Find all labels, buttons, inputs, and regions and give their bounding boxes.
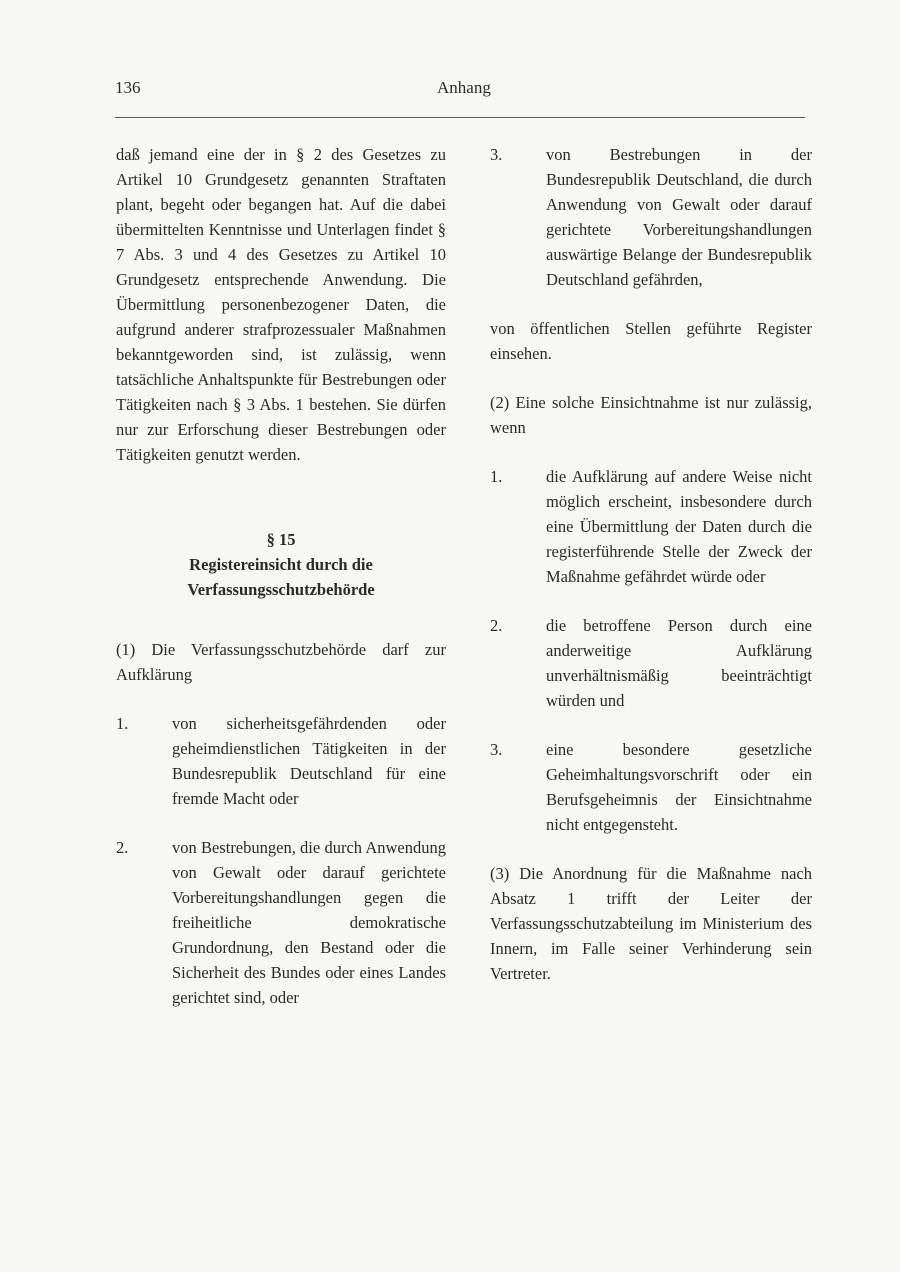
- page-header: [115, 78, 805, 104]
- list-item-number: 3.: [490, 740, 503, 759]
- section-title-line: Registereinsicht durch die: [189, 555, 373, 574]
- list-item-text: von sicherheitsgefährdenden oder geheimdienstlichen Tätigkeiten in der Bundesrepublik Deutschland für eine fremde Macht oder: [172, 714, 446, 808]
- list-item-number: 1.: [116, 714, 129, 733]
- paragraph: (2) Eine solche Einsichtnahme ist nur zulässig, wenn: [490, 393, 812, 437]
- list-item-text: die betroffene Person durch eine anderweitige Aufklärung unverhältnismäßig beeinträchtigt würden und: [546, 616, 812, 710]
- paragraph: daß jemand eine der in § 2 des Gesetzes zu Artikel 10 Grundgesetz genannten Straftaten plant, begeht oder begangen hat. Auf die dabei übermittelten Kenntnisse und Unterlagen findet § 7 Abs. 3 und 4 des Gesetzes zu Artikel 10 Grundgesetz entsprechende Anwendung. Die Übermittlung personenbezogener Daten, die aufgrund anderer strafprozessualer Maßnahmen bekanntgeworden sind, ist zulässig, wenn tatsächliche Anhaltspunkte für Bestrebungen oder Tätigkeiten nach § 3 Abs. 1 bestehen. Sie dürfen nur zur Erforschung dieser Bestrebungen oder Tätigkeiten genutzt werden.: [116, 145, 446, 464]
- list-item-number: 1.: [490, 467, 503, 486]
- list-item-text: eine besondere gesetzliche Geheimhaltungsvorschrift oder ein Berufsgeheimnis der Einsichtnahme nicht entgegensteht.: [546, 740, 812, 834]
- list-item: [490, 142, 812, 292]
- section-number: § 15: [266, 530, 296, 549]
- list-item-text: von Bestrebungen in der Bundesrepublik Deutschland, die durch Anwendung von Gewalt oder darauf gerichtete Vorbereitungshandlungen auswärtige Belange der Bundesrepublik Deutschland gefährden,: [546, 145, 812, 289]
- list-item-number: 3.: [490, 145, 503, 164]
- page-number: 136: [115, 78, 141, 97]
- section-title-line: Verfassungsschutzbehörde: [187, 580, 375, 599]
- list-item-text: die Aufklärung auf andere Weise nicht möglich erscheint, insbesondere durch eine Übermittlung der Daten durch die registerführende Stelle der Zweck der Maßnahme gefährdet würde oder: [546, 467, 812, 586]
- header-rule: [115, 117, 805, 118]
- section-heading: [116, 527, 446, 602]
- list-item: [490, 613, 812, 713]
- paragraph: (1) Die Verfassungsschutzbehörde darf zur Aufklärung: [116, 640, 446, 684]
- list-item-text: von Bestrebungen, die durch Anwendung von Gewalt oder darauf gerichtete Vorbereitungshandlungen gegen die freiheitliche demokratische Grundordnung, den Bestand oder die Sicherheit des Bundes oder eines Landes gerichtet sind, oder: [172, 838, 446, 1007]
- list-item: [490, 737, 812, 837]
- list-item-number: 2.: [490, 616, 503, 635]
- paragraph: (3) Die Anordnung für die Maßnahme nach Absatz 1 trifft der Leiter der Verfassungsschutzabteilung im Ministerium des Innern, im Falle seiner Verhinderung sein Vertreter.: [490, 864, 812, 983]
- right-column: [490, 142, 812, 986]
- list-item-number: 2.: [116, 838, 129, 857]
- running-title: Anhang: [437, 78, 491, 97]
- left-column: [116, 142, 446, 1010]
- paragraph: von öffentlichen Stellen geführte Register einsehen.: [490, 319, 812, 363]
- list-item: [116, 711, 446, 811]
- list-item: [116, 835, 446, 1010]
- list-item: [490, 464, 812, 589]
